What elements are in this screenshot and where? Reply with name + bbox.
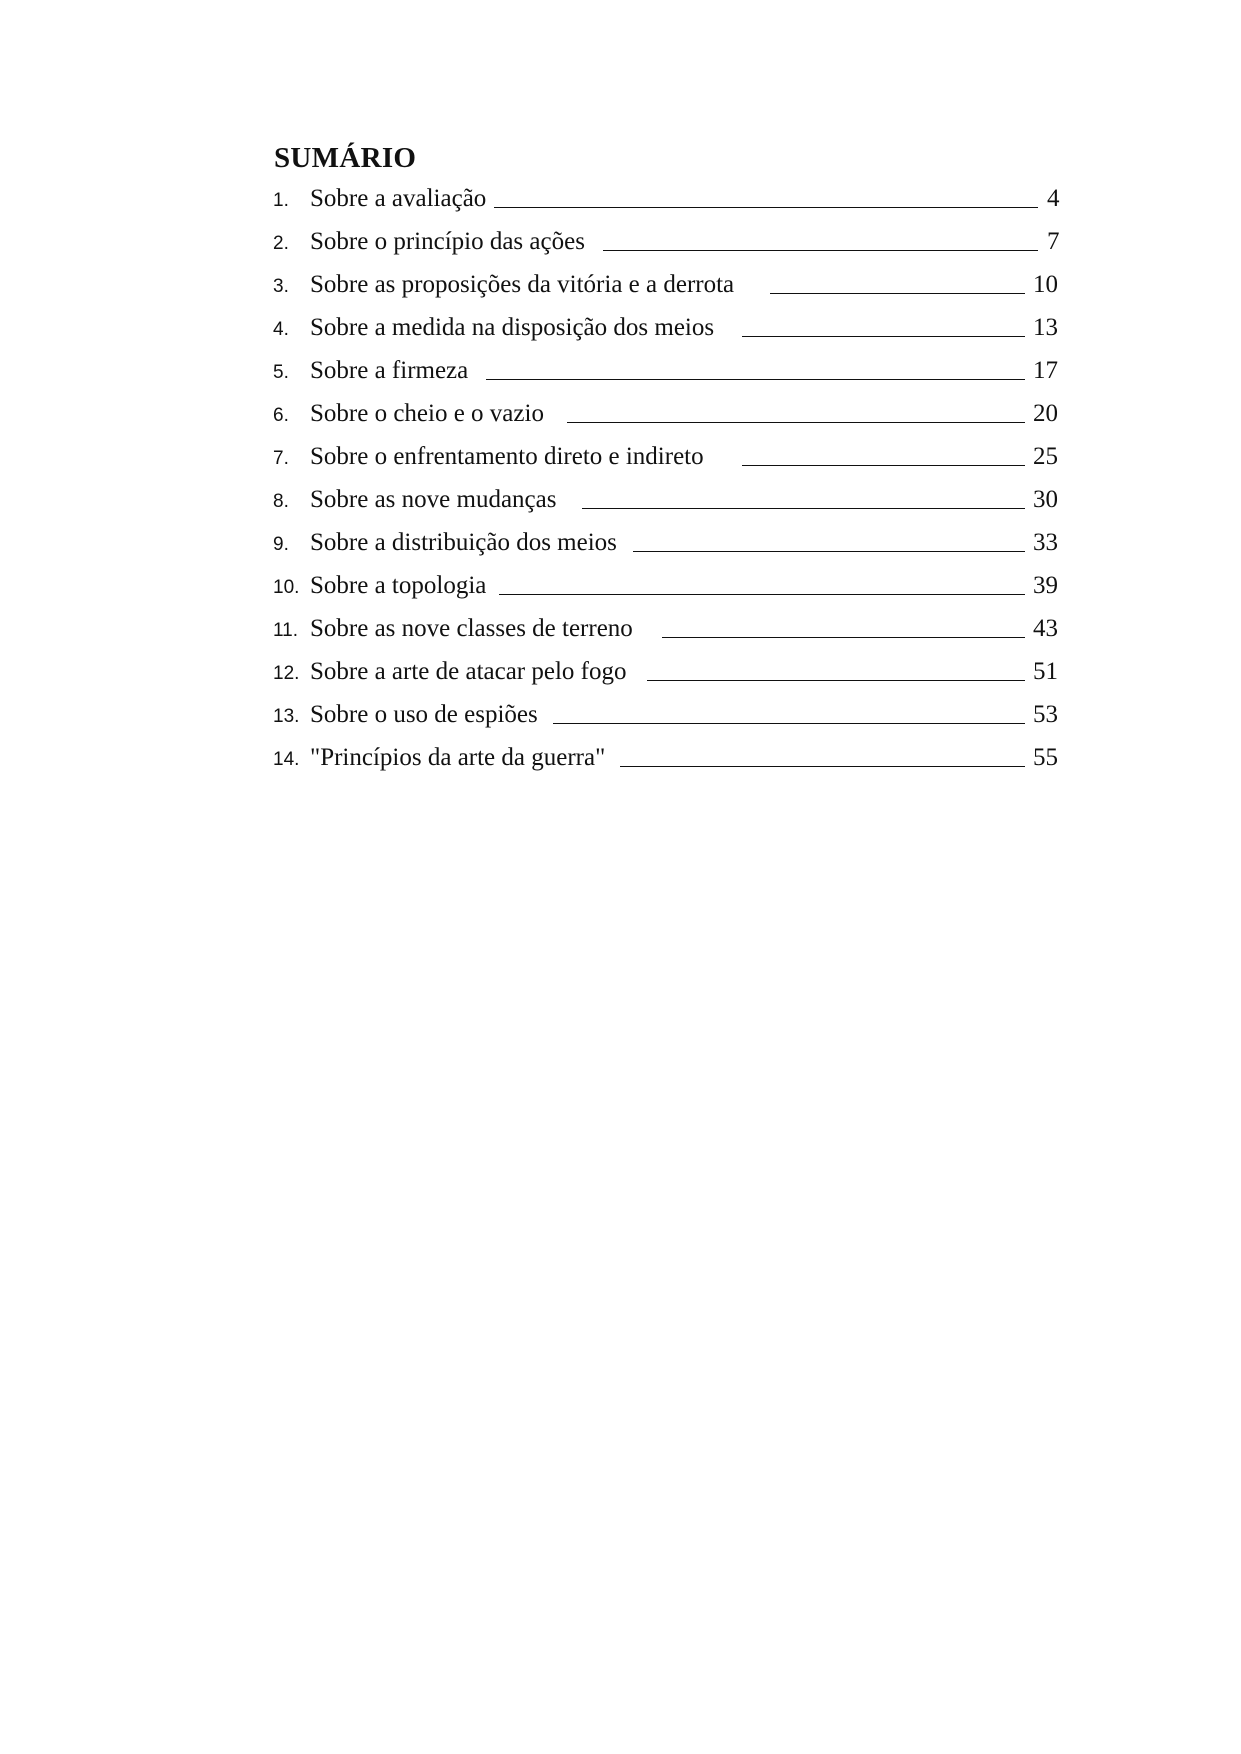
toc-entry[interactable]: [0, 219, 1241, 259]
toc-entry-page-number[interactable]: 30: [1033, 486, 1058, 513]
toc-entry-leader-line: [486, 379, 1025, 380]
toc-entry-title[interactable]: Sobre o princípio das ações: [310, 228, 585, 255]
toc-entry-page-number[interactable]: 43: [1033, 615, 1058, 642]
toc-entry-number: 7.: [273, 448, 289, 469]
toc-entry[interactable]: [0, 176, 1241, 216]
toc-entry-title[interactable]: Sobre as proposições da vitória e a derrota: [310, 271, 735, 298]
toc-entry-title[interactable]: Sobre o enfrentamento direto e indireto: [310, 443, 704, 470]
toc-entry-leader-line: [770, 293, 1025, 294]
toc-entry-leader-line: [662, 637, 1025, 638]
toc-entry-number: 10.: [273, 577, 300, 598]
toc-entry-leader-line: [742, 465, 1025, 466]
toc-entry[interactable]: [0, 262, 1241, 302]
toc-entry-title[interactable]: Sobre as nove mudanças: [310, 486, 557, 513]
toc-entry[interactable]: [0, 477, 1241, 517]
toc-entry-leader-line: [567, 422, 1025, 423]
toc-entry[interactable]: [0, 348, 1241, 388]
toc-entry-page-number[interactable]: 53: [1033, 701, 1058, 728]
toc-entry-number: 4.: [273, 319, 289, 340]
toc-entry-title[interactable]: Sobre o uso de espiões: [310, 701, 538, 728]
toc-entry-page-number[interactable]: 17: [1033, 357, 1058, 384]
toc-entry-page-number[interactable]: 20: [1033, 400, 1058, 427]
page-title: SUMÁRIO: [274, 142, 417, 174]
toc-entry-leader-line: [633, 551, 1025, 552]
toc-entry-number: 11.: [273, 620, 299, 641]
toc-entry-leader-line: [742, 336, 1025, 337]
toc-entry-page-number[interactable]: 7: [1047, 228, 1060, 255]
toc-entry[interactable]: [0, 692, 1241, 732]
toc-entry-number: 1.: [273, 190, 289, 211]
toc-entry-page-number[interactable]: 55: [1033, 744, 1058, 771]
toc-entry[interactable]: [0, 649, 1241, 689]
toc-entry-leader-line: [603, 250, 1038, 251]
toc-entry-page-number[interactable]: 4: [1047, 185, 1060, 212]
toc-entry-page-number[interactable]: 51: [1033, 658, 1058, 685]
toc-entry-title[interactable]: Sobre a firmeza: [310, 357, 469, 384]
toc-entry[interactable]: [0, 305, 1241, 345]
toc-entry-number: 8.: [273, 491, 289, 512]
toc-entry-number: 14.: [273, 749, 300, 770]
toc-entry-number: 2.: [273, 233, 289, 254]
toc-entry-title[interactable]: Sobre a arte de atacar pelo fogo: [310, 658, 627, 685]
toc-entry-leader-line: [553, 723, 1025, 724]
toc-entry[interactable]: [0, 434, 1241, 474]
toc-entry-leader-line: [499, 594, 1025, 595]
toc-entry-page-number[interactable]: 13: [1033, 314, 1058, 341]
toc-entry-number: 5.: [273, 362, 289, 383]
toc-entry-title[interactable]: Sobre o cheio e o vazio: [310, 400, 544, 427]
toc-entry-title[interactable]: Sobre a medida na disposição dos meios: [310, 314, 715, 341]
toc-entry-number: 9.: [273, 534, 289, 555]
toc-entry-title[interactable]: "Princípios da arte da guerra": [310, 744, 606, 771]
toc-entry[interactable]: [0, 520, 1241, 560]
toc-entry-number: 6.: [273, 405, 289, 426]
toc-entry-title[interactable]: Sobre as nove classes de terreno: [310, 615, 633, 642]
toc-entry-page-number[interactable]: 39: [1033, 572, 1058, 599]
toc-entry-number: 3.: [273, 276, 289, 297]
toc-entry[interactable]: [0, 606, 1241, 646]
toc-entry-leader-line: [494, 207, 1038, 208]
toc-entry-number: 13.: [273, 706, 300, 727]
toc-entry-page-number[interactable]: 25: [1033, 443, 1058, 470]
toc-entry-title[interactable]: Sobre a avaliação: [310, 185, 487, 212]
toc-entry-leader-line: [647, 680, 1025, 681]
toc-entry-page-number[interactable]: 33: [1033, 529, 1058, 556]
toc-entry-title[interactable]: Sobre a distribuição dos meios: [310, 529, 617, 556]
toc-entry[interactable]: [0, 735, 1241, 775]
toc-entry[interactable]: [0, 391, 1241, 431]
toc-entry-number: 12.: [273, 663, 300, 684]
toc-entry-page-number[interactable]: 10: [1033, 271, 1058, 298]
toc-entry[interactable]: [0, 563, 1241, 603]
toc-entry-leader-line: [620, 766, 1025, 767]
toc-entry-leader-line: [582, 508, 1025, 509]
toc-entry-title[interactable]: Sobre a topologia: [310, 572, 487, 599]
